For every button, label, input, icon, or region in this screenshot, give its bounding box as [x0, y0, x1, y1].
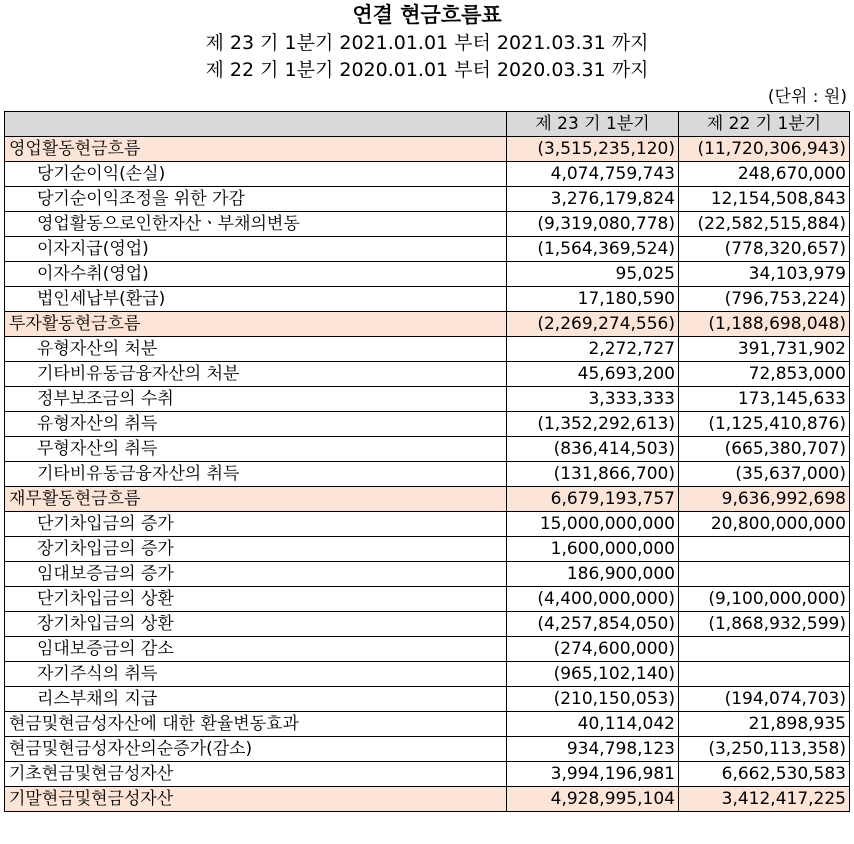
table-row	[5, 187, 850, 212]
row-label: 장기차입금의 상환	[5, 612, 507, 637]
row-label: 재무활동현금흐름	[5, 487, 507, 512]
row-label: 이자지급(영업)	[5, 237, 507, 262]
row-value-current: 95,025	[507, 262, 679, 287]
row-label: 당기순이익(손실)	[5, 162, 507, 187]
row-label: 영업활동으로인한자산ㆍ부채의변동	[5, 212, 507, 237]
row-label: 자기주식의 취득	[5, 662, 507, 687]
row-label: 기초현금및현금성자산	[5, 762, 507, 787]
row-label: 단기차입금의 증가	[5, 512, 507, 537]
row-value-current: (9,319,080,778)	[507, 212, 679, 237]
row-value-current: (274,600,000)	[507, 637, 679, 662]
row-label: 정부보조금의 수취	[5, 387, 507, 412]
row-value-current: 934,798,123	[507, 737, 679, 762]
row-value-prior: (194,074,703)	[679, 687, 850, 712]
table-row	[5, 562, 850, 587]
row-value-current: (2,269,274,556)	[507, 312, 679, 337]
table-row	[5, 212, 850, 237]
row-value-prior: 34,103,979	[679, 262, 850, 287]
row-label: 무형자산의 취득	[5, 437, 507, 462]
table-row	[5, 787, 850, 812]
row-label: 당기순이익조정을 위한 가감	[5, 187, 507, 212]
table-row	[5, 262, 850, 287]
row-label: 장기차입금의 증가	[5, 537, 507, 562]
row-value-prior: (1,125,410,876)	[679, 412, 850, 437]
row-value-current: (1,564,369,524)	[507, 237, 679, 262]
row-label: 기타비유동금융자산의 처분	[5, 362, 507, 387]
table-header-row	[5, 112, 850, 137]
unit-label: (단위 : 원)	[767, 87, 847, 107]
row-value-current: 4,928,995,104	[507, 787, 679, 812]
header-prior-period: 제 22 기 1분기	[679, 112, 850, 137]
table-row	[5, 512, 850, 537]
row-label: 영업활동현금흐름	[5, 137, 507, 162]
table-row	[5, 437, 850, 462]
row-value-prior: (22,582,515,884)	[679, 212, 850, 237]
row-value-current: (836,414,503)	[507, 437, 679, 462]
table-row	[5, 687, 850, 712]
table-row	[5, 412, 850, 437]
row-value-prior	[679, 537, 850, 562]
row-label: 기말현금및현금성자산	[5, 787, 507, 812]
row-value-prior: (1,188,698,048)	[679, 312, 850, 337]
row-value-current: 186,900,000	[507, 562, 679, 587]
row-value-prior: (9,100,000,000)	[679, 587, 850, 612]
row-label: 유형자산의 처분	[5, 337, 507, 362]
row-value-prior	[679, 662, 850, 687]
row-value-current: 45,693,200	[507, 362, 679, 387]
row-value-prior: (11,720,306,943)	[679, 137, 850, 162]
row-value-prior: 3,412,417,225	[679, 787, 850, 812]
row-value-current: 40,114,042	[507, 712, 679, 737]
row-value-current: (210,150,053)	[507, 687, 679, 712]
row-value-current: 3,276,179,824	[507, 187, 679, 212]
row-label: 법인세납부(환급)	[5, 287, 507, 312]
table-row	[5, 587, 850, 612]
table-row	[5, 387, 850, 412]
table-row	[5, 137, 850, 162]
row-value-prior: (1,868,932,599)	[679, 612, 850, 637]
row-label: 임대보증금의 증가	[5, 562, 507, 587]
cash-flow-table	[4, 111, 850, 812]
row-value-prior: 20,800,000,000	[679, 512, 850, 537]
row-value-current: (4,400,000,000)	[507, 587, 679, 612]
row-value-prior	[679, 637, 850, 662]
row-label: 유형자산의 취득	[5, 412, 507, 437]
row-value-prior: (665,380,707)	[679, 437, 850, 462]
row-label: 현금및현금성자산에 대한 환율변동효과	[5, 712, 507, 737]
table-row	[5, 287, 850, 312]
row-value-prior: (778,320,657)	[679, 237, 850, 262]
row-label: 임대보증금의 감소	[5, 637, 507, 662]
table-row	[5, 312, 850, 337]
table-row	[5, 737, 850, 762]
row-value-prior: 21,898,935	[679, 712, 850, 737]
row-value-current: (965,102,140)	[507, 662, 679, 687]
row-label: 이자수취(영업)	[5, 262, 507, 287]
table-row	[5, 662, 850, 687]
table-row	[5, 337, 850, 362]
row-label: 기타비유동금융자산의 취득	[5, 462, 507, 487]
row-value-current: (131,866,700)	[507, 462, 679, 487]
row-value-prior: 173,145,633	[679, 387, 850, 412]
table-row	[5, 612, 850, 637]
row-value-prior: (35,637,000)	[679, 462, 850, 487]
row-value-current: 15,000,000,000	[507, 512, 679, 537]
row-value-current: (1,352,292,613)	[507, 412, 679, 437]
row-label: 투자활동현금흐름	[5, 312, 507, 337]
row-value-current: 4,074,759,743	[507, 162, 679, 187]
table-row	[5, 362, 850, 387]
row-value-prior: 6,662,530,583	[679, 762, 850, 787]
table-row	[5, 537, 850, 562]
row-value-prior: (796,753,224)	[679, 287, 850, 312]
row-label: 리스부채의 지급	[5, 687, 507, 712]
table-row	[5, 162, 850, 187]
table-row	[5, 237, 850, 262]
row-value-current: (4,257,854,050)	[507, 612, 679, 637]
row-value-current: 6,679,193,757	[507, 487, 679, 512]
row-value-prior	[679, 562, 850, 587]
period-current: 제 23 기 1분기 2021.01.01 부터 2021.03.31 까지	[205, 32, 649, 54]
row-value-current: (3,515,235,120)	[507, 137, 679, 162]
statement-title: 연결 현금흐름표	[352, 3, 502, 27]
row-value-current: 3,994,196,981	[507, 762, 679, 787]
table-row	[5, 637, 850, 662]
row-value-prior: 391,731,902	[679, 337, 850, 362]
period-prior: 제 22 기 1분기 2020.01.01 부터 2020.03.31 까지	[205, 59, 649, 81]
row-value-current: 2,272,727	[507, 337, 679, 362]
row-label: 단기차입금의 상환	[5, 587, 507, 612]
row-value-current: 1,600,000,000	[507, 537, 679, 562]
row-value-current: 17,180,590	[507, 287, 679, 312]
row-value-prior: 248,670,000	[679, 162, 850, 187]
table-body	[5, 137, 850, 812]
table-row	[5, 762, 850, 787]
row-value-prior: (3,250,113,358)	[679, 737, 850, 762]
row-value-prior: 72,853,000	[679, 362, 850, 387]
row-value-prior: 12,154,508,843	[679, 187, 850, 212]
table-row	[5, 712, 850, 737]
row-value-prior: 9,636,992,698	[679, 487, 850, 512]
table-row	[5, 462, 850, 487]
row-label: 현금및현금성자산의순증가(감소)	[5, 737, 507, 762]
header-current-period: 제 23 기 1분기	[507, 112, 679, 137]
row-value-current: 3,333,333	[507, 387, 679, 412]
table-row	[5, 487, 850, 512]
header-label	[5, 112, 507, 137]
